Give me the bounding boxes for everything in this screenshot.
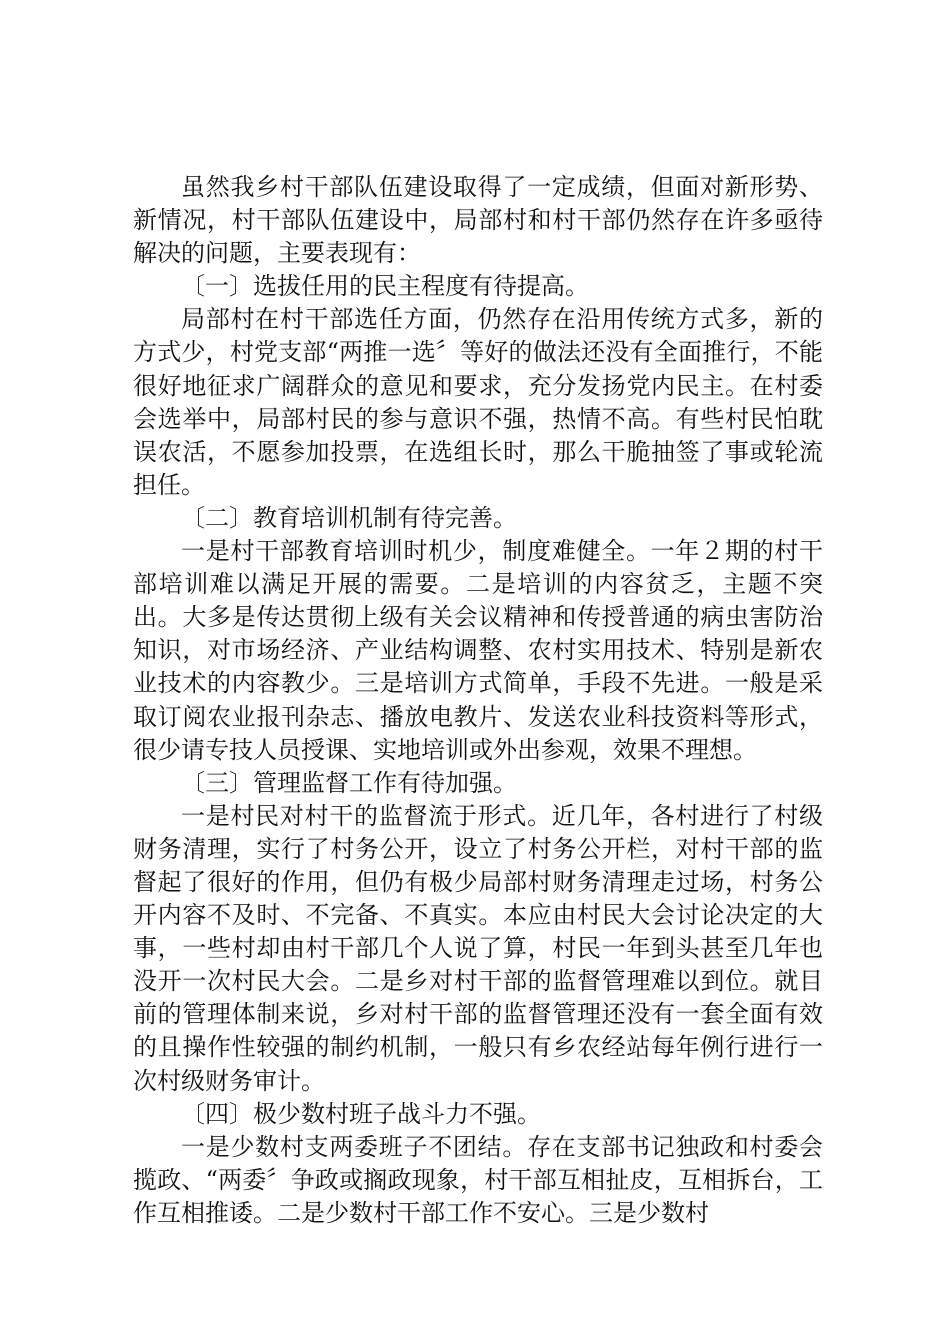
section-heading-4: 〔四〕极少数村班子战斗力不强。 (181, 1099, 541, 1128)
section-2-paragraph: 一是村干部教育培训时机少，制度难健全。一年２期的村干部培训难以满足开展的需要。二是培训的内容贫乏，主题不突出。大多是传达贯彻上级有关会议精神和传授普通的病虫害防治知识，对市场经济、产业结构调整、农村实用技术、特别是新农业技术的内容教少。三是培训方式简单，手段不先进。一般是采取订阅农业报刊杂志、播放电教片、发送农业科技资料等形式，很少请专技人员授课、实地培训或外出参观，效果不理想。 (133, 537, 823, 764)
intro-paragraph: 虽然我乡村干部队伍建设取得了一定成绩，但面对新形势、新情况，村干部队伍建设中，局部村和村干部仍然存在许多亟待解决的问题，主要表现有： (133, 173, 823, 268)
section-1-paragraph: 局部村在村干部选任方面，仍然存在沿用传统方式多，新的方式少，村党支部“两推一选〞等好的做法还没有全面推行，不能很好地征求广阔群众的意见和要求，充分发扬党内民主。在村委会选举中，局部村民的参与意识不强，热情不高。有些村民怕耽误农活，不愿参加投票，在选组长时，那么干脆抽签了事或轮流担任。 (133, 305, 823, 499)
document-body (133, 171, 823, 1230)
section-heading-2: 〔二〕教育培训机制有待完善。 (181, 503, 517, 532)
section-heading-3: 〔三〕管理监督工作有待加强。 (181, 768, 517, 797)
section-3-paragraph: 一是村民对村干的监督流于形式。近几年，各村进行了村级财务清理，实行了村务公开，设立了村务公开栏，对村干部的监督起了很好的作用，但仍有极少局部村财务清理走过场，村务公开内容不及时、不完备、不真实。本应由村民大会讨论决定的大事，一些村却由村干部几个人说了算，村民一年到头甚至几年也没开一次村民大会。二是乡对村干部的监督管理难以到位。就目前的管理体制来说，乡对村干部的监督管理还没有一套全面有效的且操作性较强的制约机制，一般只有乡农经站每年例行进行一次村级财务审计。 (133, 801, 823, 1095)
section-heading-1: 〔一〕选拔任用的民主程度有待提高。 (181, 272, 589, 301)
section-4-paragraph: 一是少数村支两委班子不团结。存在支部书记独政和村委会揽政、“两委〞争政或搁政现象，村干部互相扯皮，互相拆台，工作互相推诿。二是少数村干部工作不安心。三是少数村 (133, 1132, 823, 1227)
